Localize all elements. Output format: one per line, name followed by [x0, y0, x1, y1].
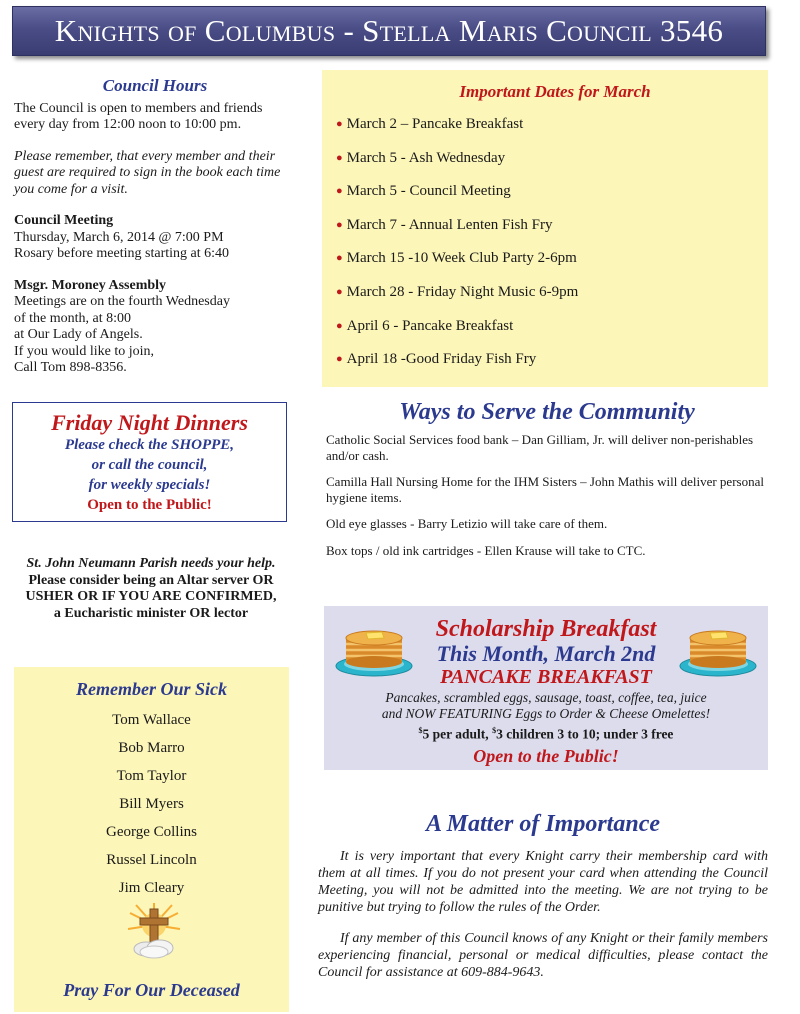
- bullet-icon: ●: [336, 118, 343, 130]
- bullet-icon: ●: [336, 151, 343, 164]
- scholarship-breakfast-box: [324, 606, 768, 770]
- sick-name: Tom Wallace: [112, 712, 191, 728]
- ways-to-serve-section: [326, 398, 768, 569]
- dates-list: [336, 108, 768, 377]
- matter-paragraph: It is very important that every Knight carry their membership card with them at all times. If you do not present your card when attending the Council Meeting, you will not be admitted into the meeting. We are not trying to be punitive but trying to follow the rules of the Order.: [318, 849, 768, 915]
- important-dates-title: Important Dates for March: [459, 82, 651, 101]
- assembly-line: Meetings are on the fourth Wednesday: [14, 294, 230, 309]
- assembly-block: [14, 278, 296, 377]
- assembly-line: of the month, at 8:00: [14, 310, 132, 326]
- sick-name: Bob Marro: [118, 740, 185, 756]
- sick-name: Russel Lincoln: [106, 852, 197, 868]
- neumann-notice: [10, 556, 292, 622]
- date-item: ● March 2 – Pancake Breakfast: [336, 116, 524, 132]
- friday-dinners-box: [12, 402, 287, 522]
- neumann-line-4: a Eucharistic minister OR lector: [53, 605, 249, 621]
- neumann-line-3: USHER OR IF YOU ARE CONFIRMED,: [25, 589, 277, 604]
- date-item: ● March 15 -10 Week Club Party 2-6pm: [336, 250, 577, 267]
- breakfast-date: This Month, March 2nd: [436, 641, 656, 666]
- bullet-icon: ●: [336, 185, 343, 198]
- date-item: ● April 18 -Good Friday Fish Fry: [336, 351, 537, 368]
- sick-name: Bill Myers: [119, 796, 184, 812]
- assembly-line: If you would like to join,: [14, 343, 154, 359]
- sign-in-note: Please remember, that every member and their guest are required to sign in the book each time you come for a visit.: [14, 148, 281, 197]
- date-item: ● March 28 - Friday Night Music 6-9pm: [336, 283, 579, 300]
- council-open-text: The Council is open to members and friends every day from 12:00 noon to 10:00 pm.: [14, 100, 263, 132]
- bullet-icon: ●: [336, 285, 343, 298]
- bullet-icon: ●: [336, 353, 343, 366]
- pancake-stack-icon: [334, 614, 414, 678]
- breakfast-title: Scholarship Breakfast: [435, 616, 657, 642]
- friday-dinners-title: Friday Night Dinners: [51, 410, 248, 435]
- friday-dinners-open: Open to the Public!: [87, 497, 212, 513]
- sick-name: George Collins: [106, 824, 197, 840]
- remember-sick-title: Remember Our Sick: [76, 679, 227, 699]
- neumann-line-2: Please consider being an Altar server OR: [28, 572, 274, 588]
- breakfast-menu: Pancakes, scrambled eggs, sausage, toast, coffee, tea, juice and NOW FEATURING Eggs to Order & Cheese Omelettes!: [381, 690, 711, 721]
- council-meeting-block: [14, 213, 296, 263]
- date-item: ● March 5 - Ash Wednesday: [336, 149, 506, 166]
- header-banner: [12, 6, 766, 56]
- council-hours-title: Council Hours: [102, 76, 208, 95]
- date-item: ● March 5 - Council Meeting: [336, 183, 511, 200]
- important-dates-box: [322, 70, 768, 387]
- sick-list: [14, 706, 289, 902]
- assembly-line: at Our Lady of Angels.: [14, 327, 143, 342]
- breakfast-subtitle: PANCAKE BREAKFAST: [440, 666, 652, 688]
- neumann-line-1: St. John Neumann Parish needs your help.: [26, 556, 276, 571]
- pray-deceased: Pray For Our Deceased: [63, 980, 240, 1000]
- date-item: ● March 7 - Annual Lenten Fish Fry: [336, 216, 553, 233]
- date-item: ● April 6 - Pancake Breakfast: [336, 317, 514, 334]
- ways-item: Box tops / old ink cartridges - Ellen Krause will take to CTC.: [326, 542, 646, 558]
- ways-item: Camilla Hall Nursing Home for the IHM Sisters – John Mathis will deliver personal hygiene items.: [326, 474, 764, 505]
- cross-icon: [126, 903, 182, 959]
- ways-item: Catholic Social Services food bank – Dan Gilliam, Jr. will deliver non-perishables and/or cash.: [326, 432, 754, 463]
- matter-paragraph: If any member of this Council knows of any Knight or their family members experiencing financial, personal or medical difficulties, please contact the Council for assistance at 609-884-9643.: [318, 931, 768, 980]
- matter-of-importance-section: [318, 810, 768, 995]
- bullet-icon: ●: [336, 218, 343, 231]
- bullet-icon: ●: [336, 252, 343, 265]
- matter-title: A Matter of Importance: [425, 811, 660, 837]
- page-title: Knights of Columbus - Stella Maris Council 3546: [54, 13, 724, 48]
- assembly-title: Msgr. Moroney Assembly: [14, 277, 167, 293]
- sick-name: Jim Cleary: [118, 880, 185, 896]
- ways-title: Ways to Serve the Community: [399, 399, 695, 425]
- council-hours-section: [14, 78, 296, 377]
- council-meeting-title: Council Meeting: [14, 213, 114, 228]
- remember-sick-box: [14, 667, 289, 1012]
- sick-name: Tom Taylor: [116, 768, 187, 784]
- assembly-line: Call Tom 898-8356.: [14, 360, 127, 375]
- friday-dinners-line: or call the council,: [91, 457, 208, 473]
- friday-dinners-line: Please check the SHOPPE,: [64, 437, 235, 453]
- breakfast-price: $5 per adult, $3 children 3 to 10; under 3 free: [418, 726, 674, 742]
- council-meeting-date: Thursday, March 6, 2014 @ 7:00 PM: [14, 229, 224, 245]
- ways-item: Old eye glasses - Barry Letizio will take care of them.: [326, 516, 608, 531]
- council-meeting-rosary: Rosary before meeting starting at 6:40: [14, 246, 229, 261]
- pancake-stack-icon: [678, 614, 758, 678]
- friday-dinners-line: for weekly specials!: [88, 477, 211, 493]
- breakfast-open: Open to the Public!: [473, 745, 619, 766]
- bullet-icon: ●: [336, 319, 343, 332]
